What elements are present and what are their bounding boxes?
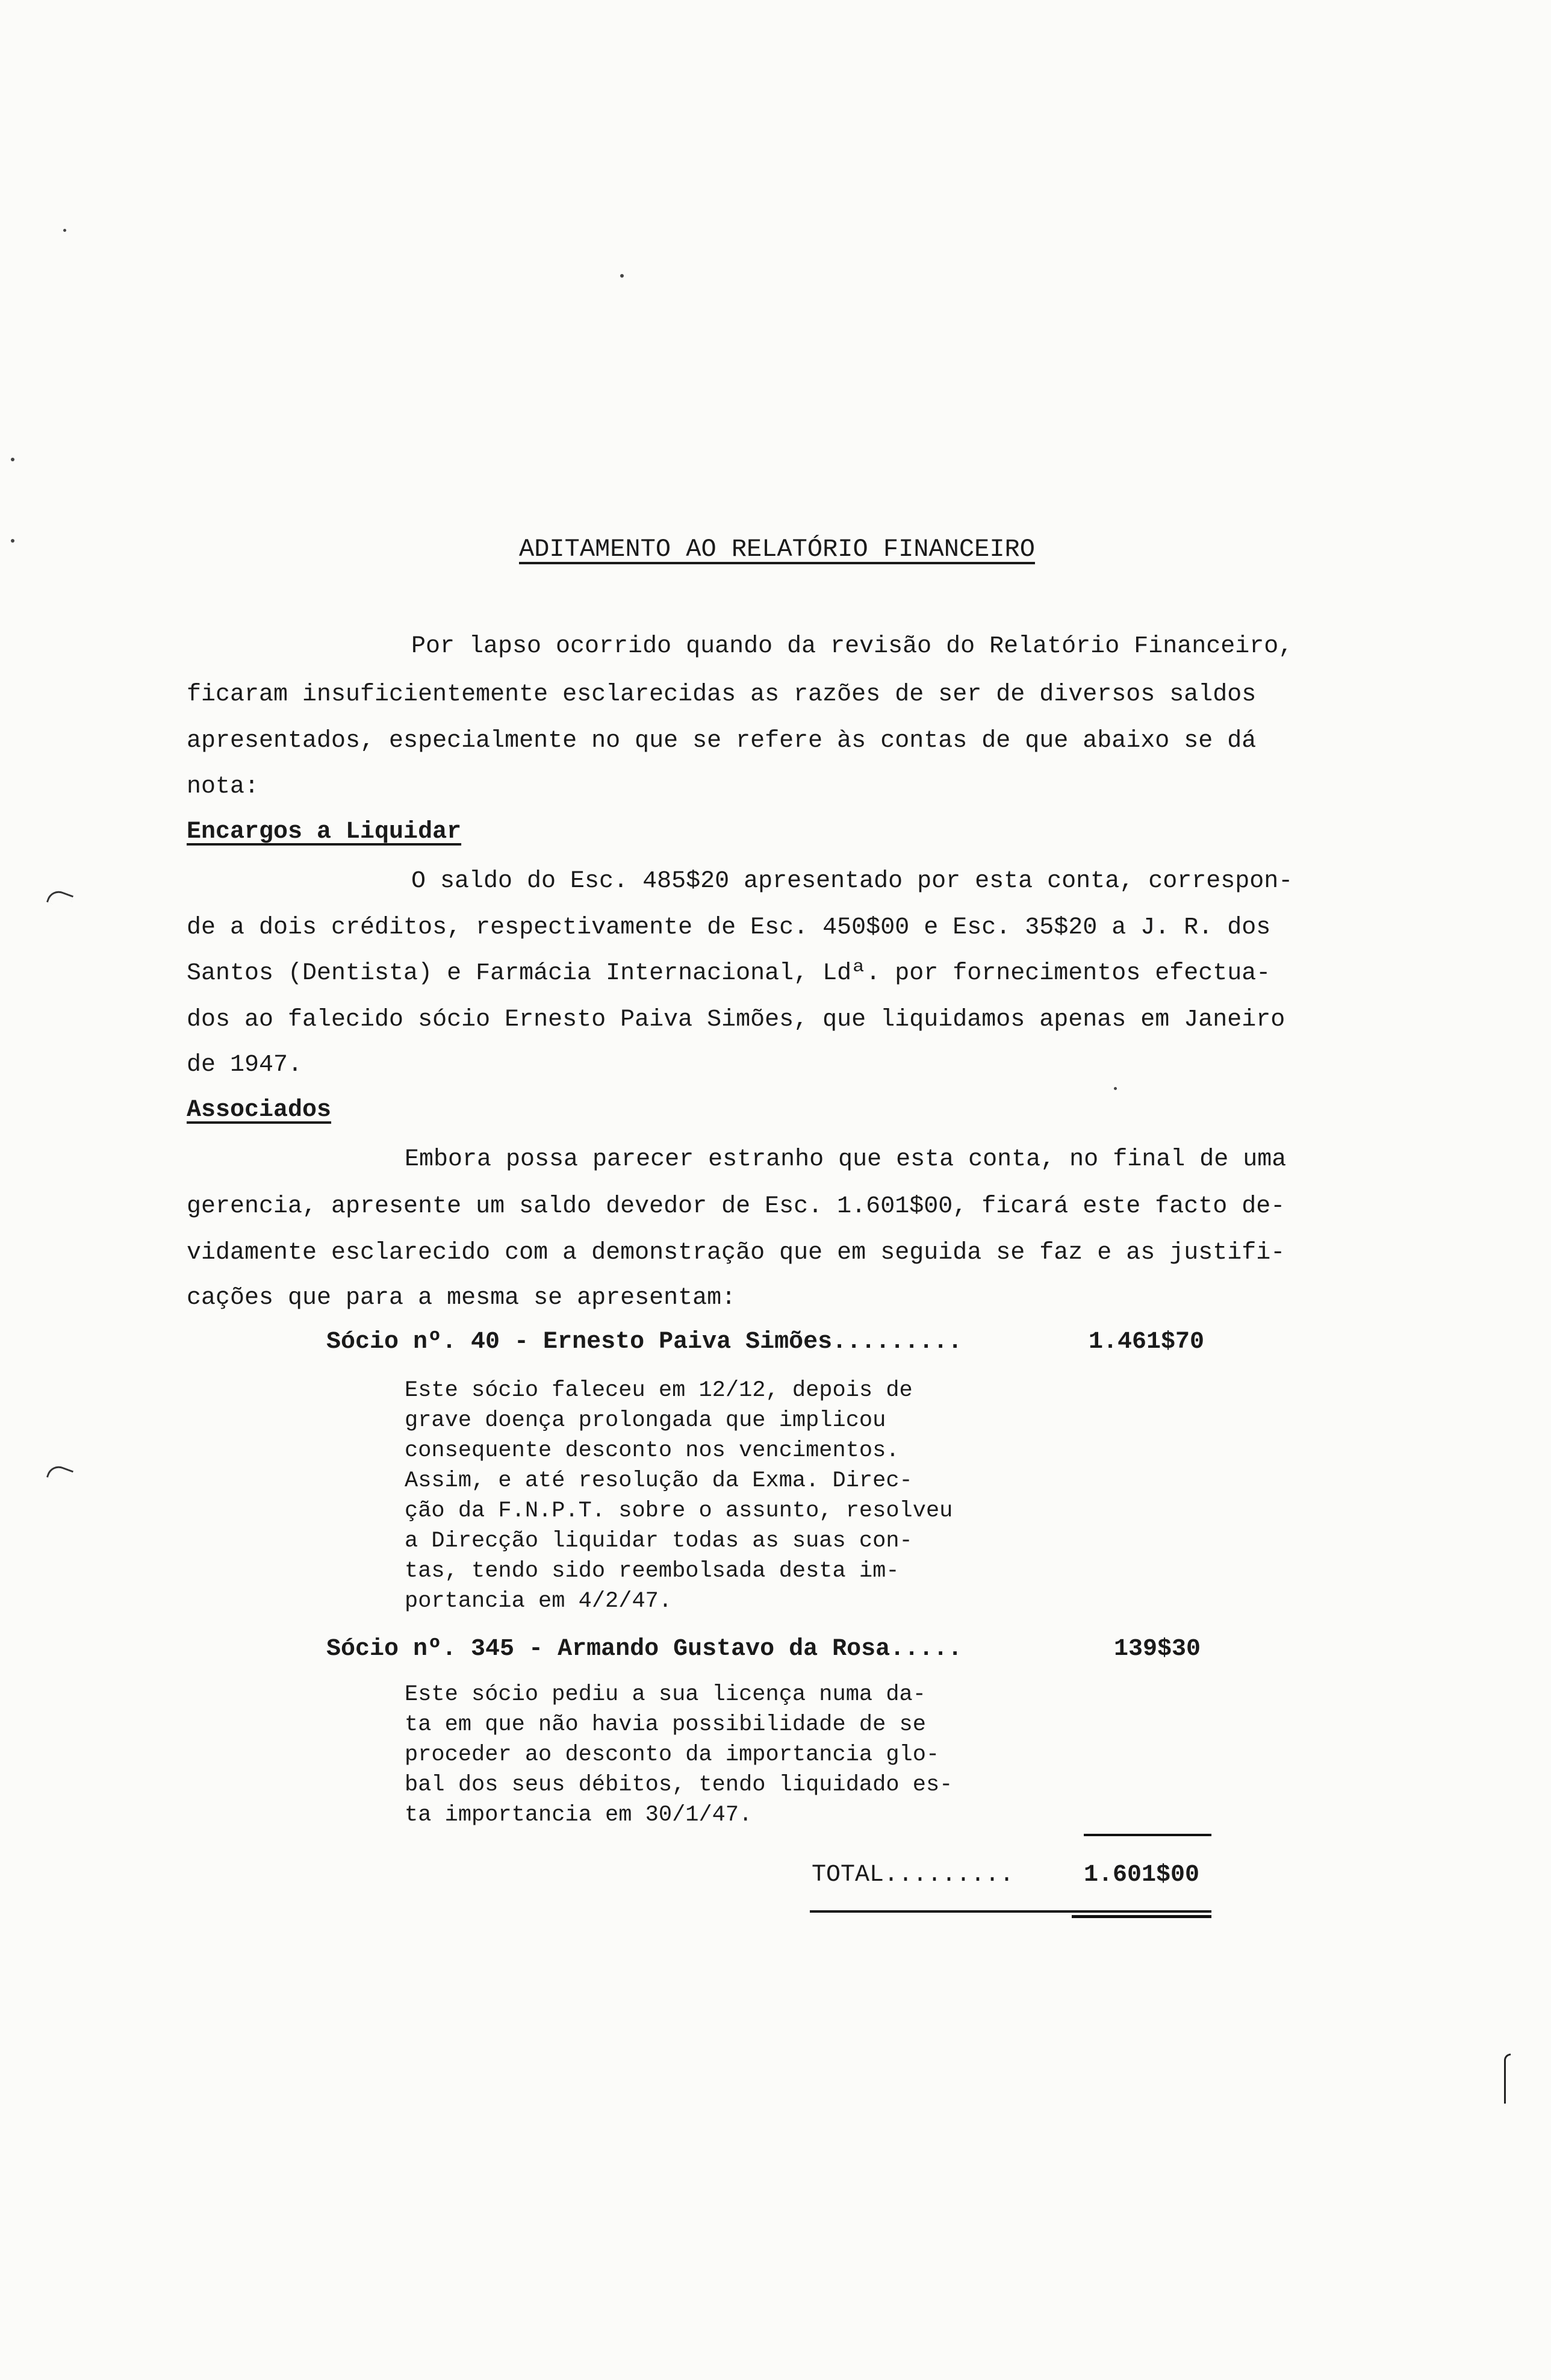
scan-speck [11,539,14,543]
intro-line: ficaram insuficientemente esclarecidas as razões de ser de diversos saldos [187,681,1257,708]
entry-note-line: Este sócio faleceu em 12/12, depois de [405,1378,913,1403]
entry-note-line: grave doença prolongada que implicou [405,1408,886,1433]
entry-note-line: proceder ao desconto da importancia glo- [405,1742,940,1768]
section1-line: de 1947. [187,1051,303,1079]
section-heading-encargos: Encargos a Liquidar [187,818,462,846]
scan-speck [620,274,624,278]
entry-amount: 139$30 [1114,1636,1201,1663]
entry-note-line: a Direcção liquidar todas as suas con- [405,1528,913,1554]
entry-note-line: ta em que não havia possibilidade de se [405,1712,926,1737]
entry-label: Sócio nº. 345 - Armando Gustavo da Rosa..... [326,1636,963,1663]
entry-note-line: tas, tendo sido reembolsada desta im- [405,1559,900,1584]
entry-note-line: ta importancia em 30/1/47. [405,1802,753,1828]
section1-line: Santos (Dentista) e Farmácia Internacional, Ldª. por fornecimentos efectua- [187,960,1271,987]
scan-speck [63,229,66,232]
subtotal-rule [1084,1834,1211,1836]
intro-line: apresentados, especialmente no que se refere às contas de que abaixo se dá [187,727,1257,755]
scan-speck [1114,1087,1117,1090]
section2-line: Embora possa parecer estranho que esta conta, no final de uma [405,1146,1287,1173]
section-heading-associados: Associados [187,1097,332,1124]
margin-mark [46,888,73,910]
section2-line: vidamente esclarecido com a demonstração que em seguida se faz e as justifi- [187,1239,1285,1266]
section1-line: de a dois créditos, respectivamente de Esc. 450$00 e Esc. 35$20 a J. R. dos [187,914,1271,941]
total-underline [810,1910,1211,1913]
entry-note-line: Este sócio pediu a sua licença numa da- [405,1682,926,1707]
total-amount: 1.601$00 [1084,1861,1200,1889]
entry-note-line: Assim, e até resolução da Exma. Direc- [405,1468,913,1494]
entry-note-line: bal dos seus débitos, tendo liquidado es- [405,1772,953,1798]
section1-line: O saldo do Esc. 485$20 apresentado por esta conta, correspon- [411,868,1293,895]
scan-speck [11,458,14,461]
page-title: ADITAMENTO AO RELATÓRIO FINANCEIRO [519,535,1035,564]
entry-label: Sócio nº. 40 - Ernesto Paiva Simões......... [326,1329,963,1356]
section2-line: cações que para a mesma se apresentam: [187,1285,736,1312]
margin-mark [46,1463,73,1485]
section2-line: gerencia, apresente um saldo devedor de Esc. 1.601$00, ficará este facto de- [187,1193,1285,1220]
intro-line: Por lapso ocorrido quando da revisão do Relatório Financeiro, [411,633,1293,660]
entry-note-line: portancia em 4/2/47. [405,1589,673,1614]
total-label: TOTAL......... [812,1861,1015,1889]
section1-line: dos ao falecido sócio Ernesto Paiva Simões, que liquidamos apenas em Janeiro [187,1006,1285,1033]
entry-note-line: consequente desconto nos vencimentos. [405,1438,900,1463]
entry-amount: 1.461$70 [1089,1329,1205,1356]
total-double-underline [1072,1915,1211,1918]
entry-note-line: ção da F.N.P.T. sobre o assunto, resolveu [405,1498,953,1524]
margin-mark [1504,2054,1511,2104]
intro-line: nota: [187,773,260,800]
